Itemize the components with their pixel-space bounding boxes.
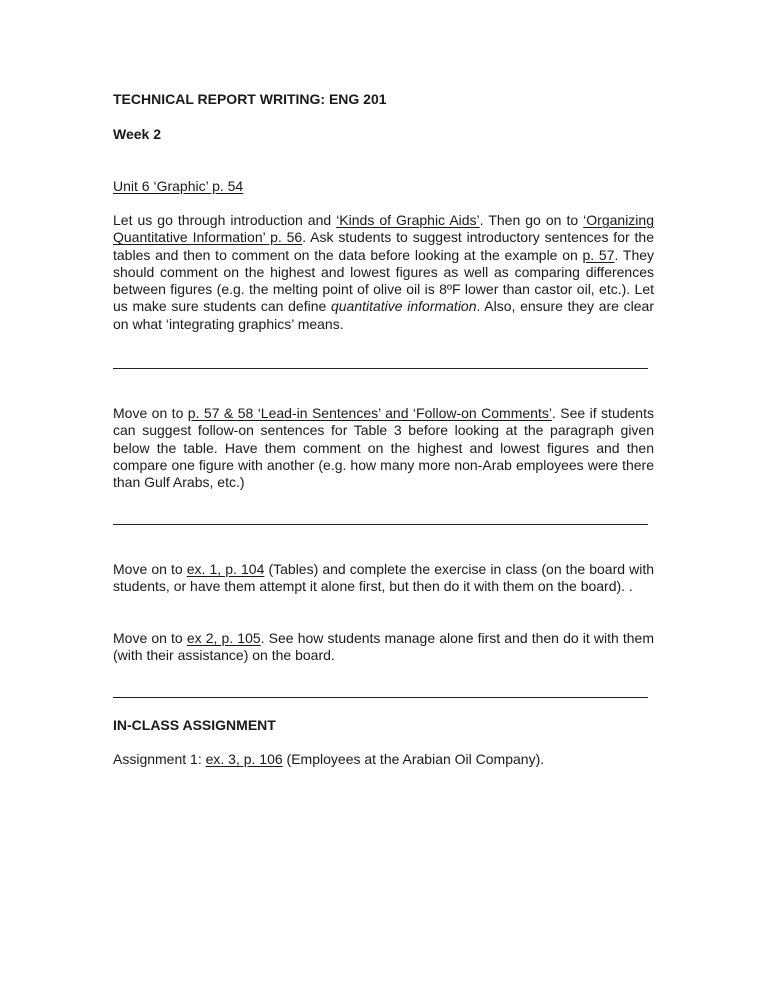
text: Move on to [113,561,187,577]
text: Assignment 1: [113,751,206,767]
assignment-line [113,751,654,768]
text: . See if students can suggest follow-on sentences for Table 3 before looking at the paragraph given below the table. Have them comment on the highest and lowest figures and then compare one figure with another (e.g. how many more non-Arab employees were there than Gulf Arabs, etc.) [113,405,654,491]
text: . Then go on to [479,212,584,228]
text: Let us go through introduction and [113,212,337,228]
reference-lead-in-sentences: p. 57 & 58 ‘Lead-in Sentences’ and ‘Follow-on Comments’ [187,405,552,421]
reference-organizing-quantitative-information: ‘Organizing Quantitative Information’ p. 56 [113,212,654,246]
reference-ex-3: ex. 3, p. 106 [205,751,283,767]
assignment-heading: IN-CLASS ASSIGNMENT [113,717,276,733]
reference-kinds-of-graphic-aids: ‘Kinds of Graphic Aids’ [336,212,480,228]
divider-line [113,524,648,525]
reference-ex-2: ex 2, p. 105 [186,630,261,646]
text: . Also, ensure they are clear on what ‘integrating graphics’ means. [113,298,654,332]
unit-heading-text: Unit 6 ‘Graphic’ p. 54 [113,178,244,194]
paragraph-intro [113,212,654,333]
italic-term: quantitative information [330,298,477,315]
paragraph-exercise-2 [113,630,654,665]
reference-ex-1: ex. 1, p. 104 [186,561,265,577]
text: . They should comment on the highest and lowest figures as well as comparing differences between figures (e.g. the melting point of olive oil is 8ºF lower than castor oil, etc.). Let us make sure students can define [113,246,655,315]
text: . Ask students to suggest introductory sentences for the tables and then to comment on the data before looking at the example on [113,229,654,263]
text: Move on to [113,630,187,646]
paragraph-exercise-1 [113,561,654,596]
week-heading: Week 2 [113,126,161,142]
document-title: TECHNICAL REPORT WRITING: ENG 201 [113,91,387,107]
unit-heading [113,178,654,195]
text: (Tables) and complete the exercise in class (on the board with students, or have them attempt it alone first, but then do it with them on the board). . [113,561,655,595]
text: (Employees at the Arabian Oil Company). [282,751,545,767]
divider-line [113,368,648,369]
paragraph-lead-in [113,405,654,491]
divider-line [113,697,648,698]
text: . See how students manage alone first and then do it with them (with their assistance) on the board. [113,630,655,664]
text: Move on to [113,405,188,421]
reference-page-57: p. 57 [582,246,615,263]
